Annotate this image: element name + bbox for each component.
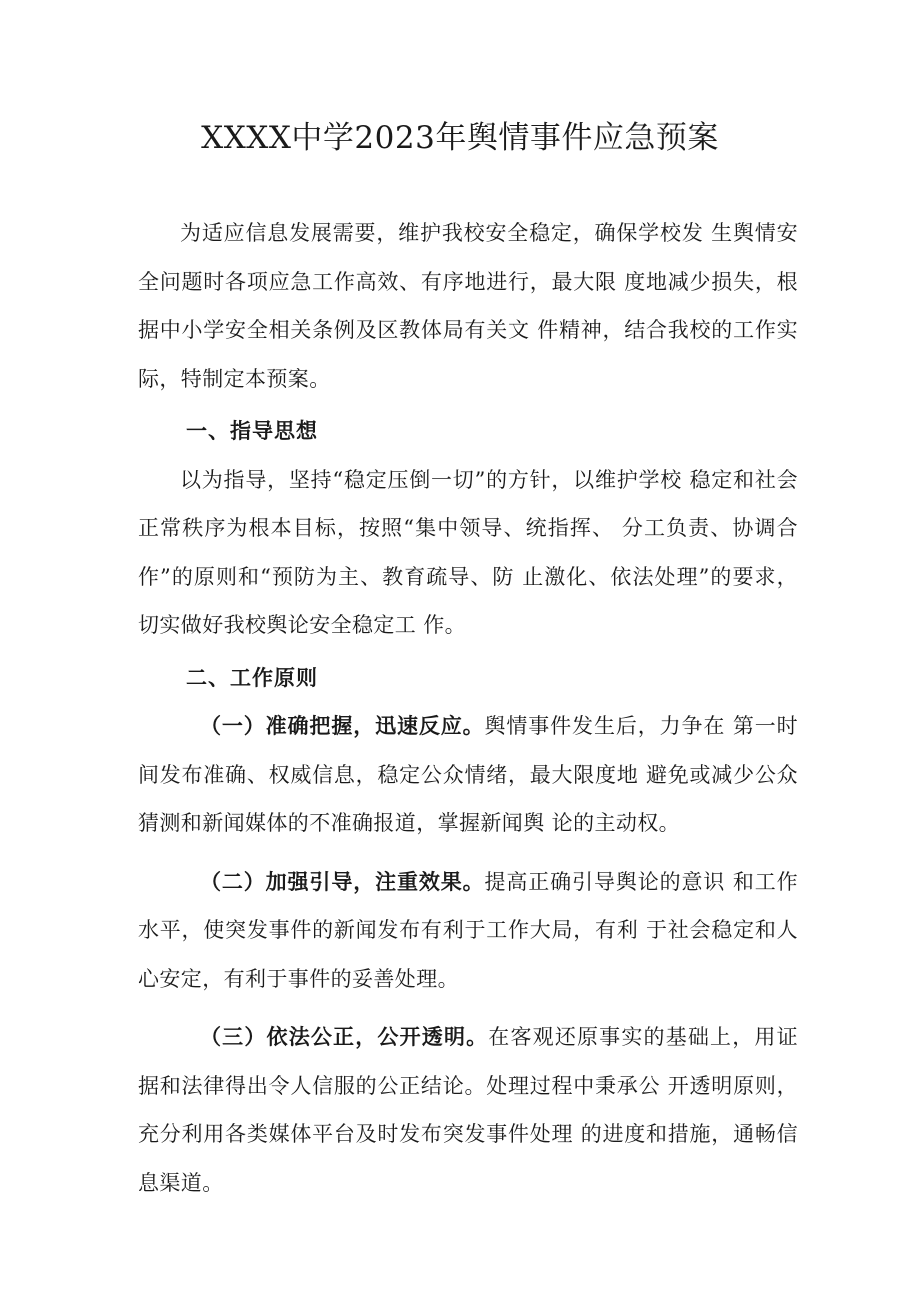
intro-paragraph: 为适应信息发展需要，维护我校安全稳定，确保学校发 生舆情安全问题时各项应急工作高效、有序地进行，最大限 度地减少损失，根据中小学安全相关条例及区教体局有关文 件精神，结合我校的工作实际，特制定本预案。 <box>138 221 798 391</box>
principle-paragraph-3 <box>138 1013 798 1207</box>
principle-paragraph-1 <box>138 702 798 848</box>
principle-lead-2: （二）加强引导，注重效果。 <box>200 868 485 894</box>
principle-text-3: 在客观还原事实的基础上，用证据和法律得出令人信服的公正结论。处理过程中秉承公 开透明原则，充分利用各类媒体平台及时发布突发事件处理 的进度和措施，通畅信息渠道。 <box>138 1025 798 1195</box>
principle-text-2: 提高正确引导舆论的意识 和工作水平，使突发事件的新闻发布有利于工作大局，有利 于社会稳定和人心安定，有利于事件的妥善处理。 <box>138 869 798 991</box>
section-heading-guiding-ideology: 一、指导思想 <box>186 419 318 443</box>
document-title: XXXX中学2023年舆情事件应急预案 <box>201 120 719 156</box>
document-body <box>138 209 798 1207</box>
principle-lead-1: （一）准确把握，迅速反应。 <box>200 713 485 738</box>
principle-text-1: 舆情事件发生后，力争在 第一时间发布准确、权威信息，稳定公众情绪，最大限度地 避免或减少公众猜测和新闻媒体的不准确报道，掌握新闻舆 论的主动权。 <box>138 714 798 835</box>
principle-paragraph-2 <box>138 858 798 1004</box>
section-heading-work-principles: 二、工作原则 <box>186 665 318 690</box>
guiding-ideology-paragraph: 以为指导，坚持“稳定压倒一切”的方针，以维护学校 稳定和社会正常秩序为根本目标，按照“集中领导、统指挥、 分工负责、协调合作”的原则和“预防为主、教育疏导、防 止激化、依法处理”的要求，切实做好我校舆论安全稳定工 作。 <box>138 467 798 637</box>
principle-lead-3: （三）依法公正，公开透明。 <box>200 1024 489 1049</box>
